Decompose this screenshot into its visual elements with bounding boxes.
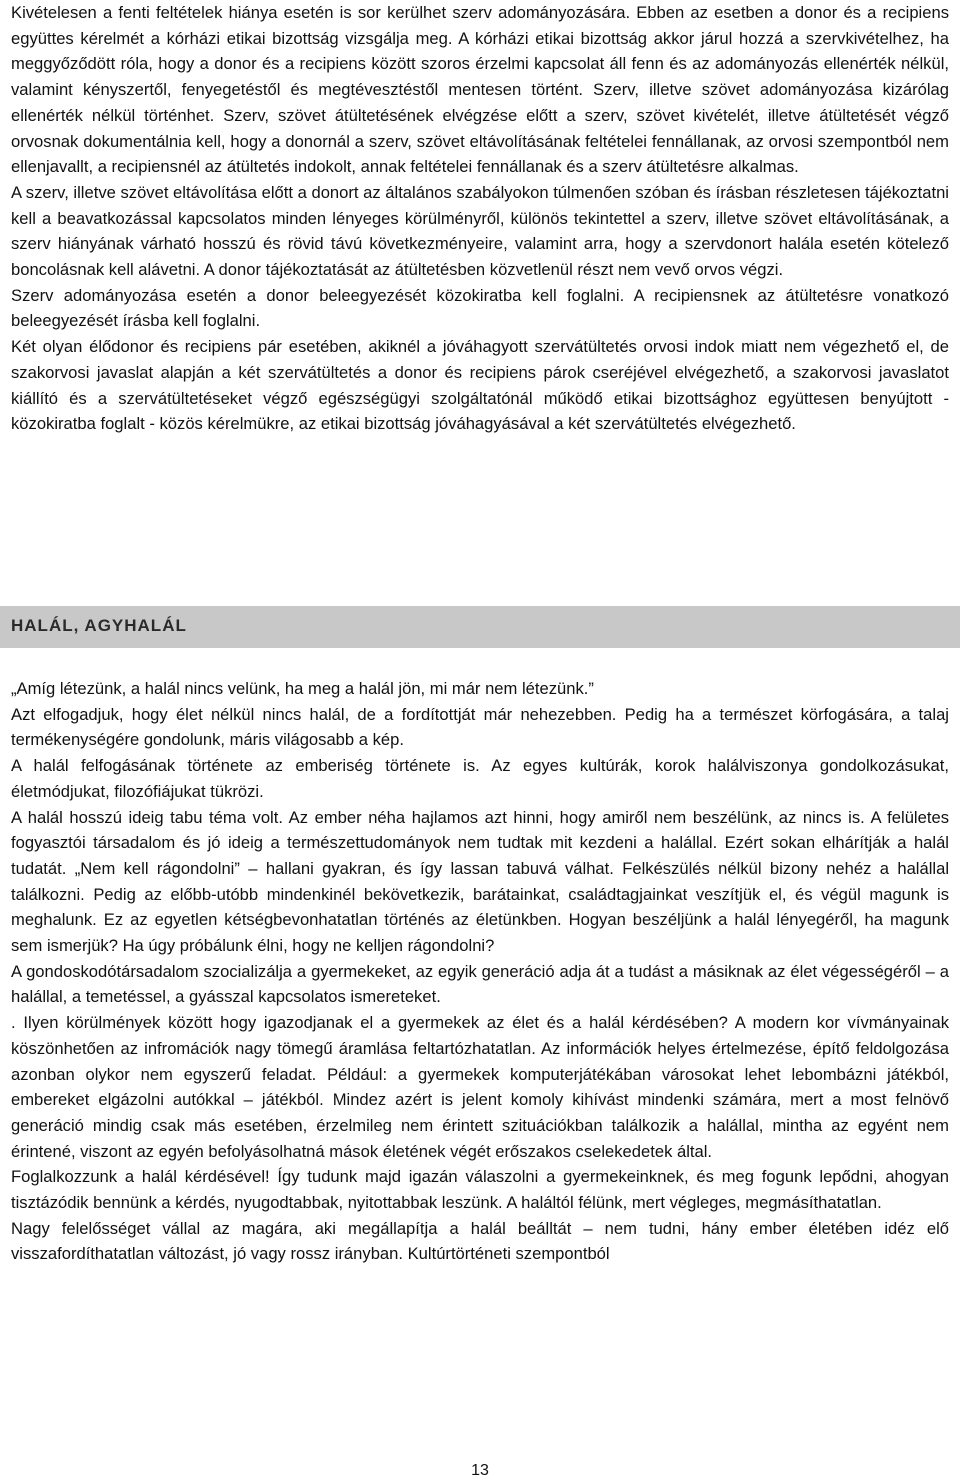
paragraph: A szerv, illetve szövet eltávolítása előtt a donort az általános szabályokon túlmenően szóban és írásban részletesen tájékoztatni kell a beavatkozással kapcsolatos minden lényeges körülményről, különös tekintettel a szerv, illetve szövet eltávolításának, a szerv hiányának várható hosszú és rövid távú következményeire, valamint arra, hogy a szervdonort halála esetén kötelező boncolásnak kell alávetni. A donor tájékoztatását az átültetésben közvetlenül részt nem vevő orvos végzi.	[11, 182, 949, 280]
paragraph: . Ilyen körülmények között hogy igazodjanak el a gyermekek az élet és a halál kérdésében? A modern kor vívmányainak köszönhetően az infromációk nagy tömegű áramlása feltartózhatatlan. Az információk helyes értelmezése, építő feldolgozása azonban olykor nem egyszerű feladat. Például: a gyermekek komputerjátékában városokat lehet lebombázni játékból, embereket elgázolni autókkal – játékból. Mindez azért is jelent komoly kihívást mindenki számára, mert a most felnövő generáció mindig csak más esetében, érzelmileg nem érintett szituációkban találkozik a halállal, mintha az egyént nem érintené, viszont az egyén befolyásolhatná mások életének végét erőszakos cselekedetek által.	[11, 1013, 949, 1161]
paragraph: Kivételesen a fenti feltételek hiánya esetén is sor kerülhet szerv adományozására. Ebben az esetben a donor és a recipiens együttes kérelmét a kórházi etikai bizottság vizsgálja meg. A kórházi etikai bizottság akkor járul hozzá a szervkivételhez, ha meggyőződött róla, hogy a donor és a recipiens között szoros érzelmi kapcsolat áll fenn és az adományozás ellenérték nélkül, valamint kényszertől, fenyegetéstől és megtévesztéstől mentesen történt. Szerv, illetve szövet adományozása kizárólag ellenérték nélkül történhet. Szerv, szövet átültetésének elvégzése előtt a szerv, szövet kivételét, illetve átültetését végző orvosnak dokumentálnia kell, hogy a donornál a szerv, szövet eltávolításának feltételei fennállanak, az orvosi szempontból nem ellenjavallt, a recipiensnél az átültetés indokolt, annak feltételei fennállanak és a szerv átültetésre alkalmas.	[11, 3, 949, 177]
paragraph: Két olyan élődonor és recipiens pár esetében, akiknél a jóváhagyott szervátültetés orvosi indok miatt nem végezhető el, de szakorvosi javaslat alapján a két szervátültetés a donor és recipiens párok cseréjével elvégezhető, a szakorvosi javaslatot kiállító és a szervátültetéseket végző egészségügyi szolgáltatónál működő etikai bizottsághoz együttesen benyújtott - közokiratba foglalt - közös kérelmükre, az etikai bizottság jóváhagyásával a két szervátültetés elvégezhető.	[11, 337, 949, 434]
document-body-bottom	[11, 676, 949, 1267]
document-body-top	[11, 0, 949, 437]
paragraph: Nagy felelősséget vállal az magára, aki megállapítja a halál beálltát – nem tudni, hány ember életében idéz elő visszafordíthatatlan változást, jó vagy rossz irányban. Kultúrtörténeti szempontból	[11, 1218, 949, 1264]
paragraph: A halál felfogásának története az emberiség története is. Az egyes kultúrák, korok halálviszonya gondolkozásukat, életmódjukat, filozófiájukat tükrözi.	[11, 756, 949, 801]
paragraph: A halál hosszú ideig tabu téma volt. Az ember néha hajlamos azt hinni, hogy amiről nem beszélünk, az nincs is. A felületes fogyasztói társadalom és jó ideig a természettudományok nem tudtak mit kezdeni a halállal. Ezért sokan elhárítják a halál tudatát. „Nem kell rágondolni” – hallani gyakran, és így lassan tabuvá válhat. Felkészülés nélkül bizony nehéz a halállal találkozni. Pedig az előbb-utóbb mindenkinél bekövetkezik, barátainkat, családtagjainkat veszítjük el, és végül magunk is meghalunk. Ez az egyetlen kétségbevonhatatlan történés az életünkben. Hogyan beszéljünk a halál lényegéről, ha magunk sem ismerjük? Ha úgy próbálunk élni, hogy ne kelljen rágondolni?	[11, 807, 949, 956]
section-heading: HALÁL, AGYHALÁL	[11, 616, 187, 635]
quote-paragraph: „Amíg létezünk, a halál nincs velünk, ha meg a halál jön, mi már nem létezünk.”	[11, 679, 594, 698]
paragraph: Szerv adományozása esetén a donor beleegyezését közokiratba kell foglalni. A recipiensnek az átültetésre vonatkozó beleegyezését írásba kell foglalni.	[11, 285, 949, 331]
paragraph: Azt elfogadjuk, hogy élet nélkül nincs halál, de a fordítottját már nehezebben. Pedig ha a természet körfogására, a talaj termékenységére gondolunk, máris világosabb a kép.	[11, 704, 949, 750]
page-number: 13	[471, 1462, 489, 1479]
paragraph: A gondoskodótársadalom szocializálja a gyermekeket, az egyik generáció adja át a tudást a másiknak az élet végességéről – a halállal, a temetéssel, a gyásszal kapcsolatos ismereteket.	[11, 961, 949, 1007]
paragraph: Foglalkozzunk a halál kérdésével! Így tudunk majd igazán válaszolni a gyermekeinknek, és meg fogunk lepődni, ahogyan tisztázódik bennünk a kérdés, nyugodtabbak, nyitottabbak leszünk. A haláltól félünk, mert végleges, megmásíthatatlan.	[11, 1167, 949, 1213]
